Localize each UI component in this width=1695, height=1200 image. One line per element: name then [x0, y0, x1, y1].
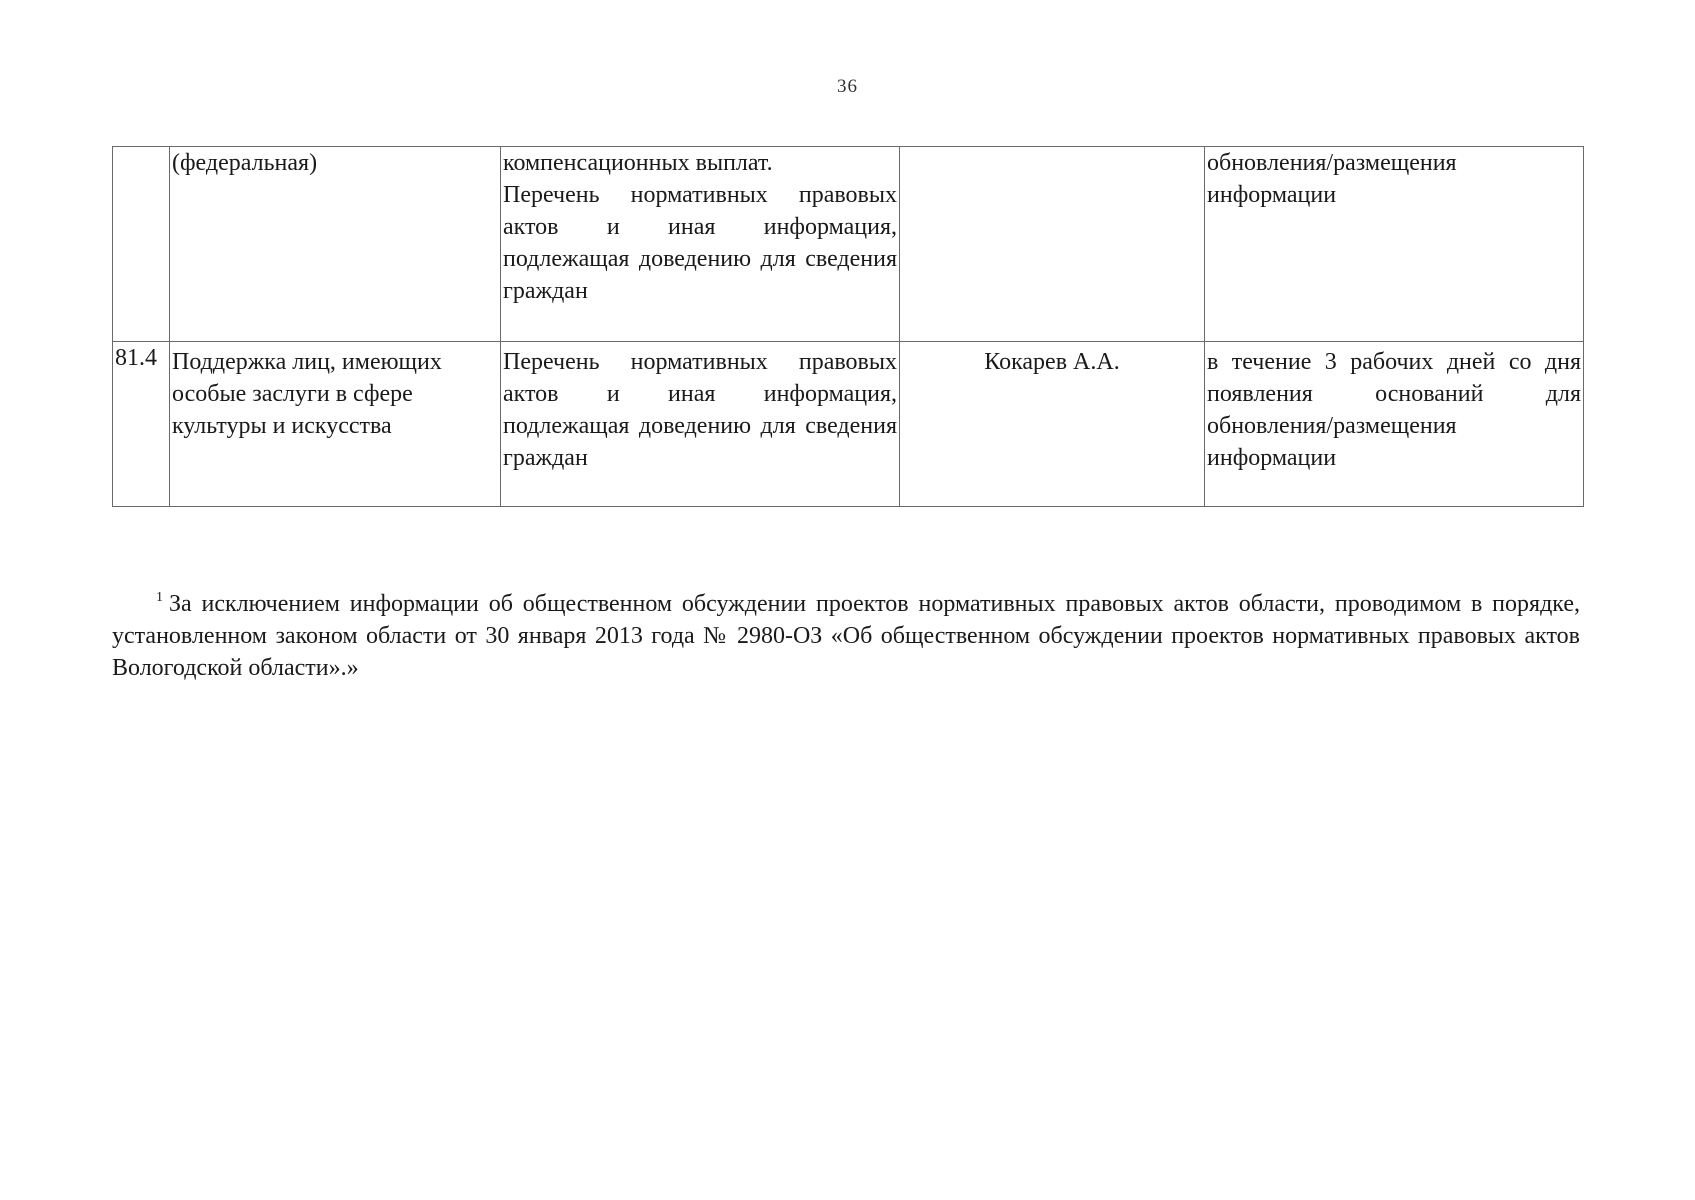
- cell-service-name: (федеральная): [170, 147, 501, 342]
- footnote-text: За исключением информации об общественном обсуждении проектов нормативных правовых актов области, проводимом в порядке, установленном законом области от 30 января 2013 года № 2980-ОЗ «Об общественном обсуждении проектов нормативных правовых актов Вологодской области».»: [112, 591, 1580, 681]
- cell-number: 81.4: [113, 342, 170, 507]
- cell-information: Перечень нормативных правовых актов и иная информация, подлежащая доведению для сведения граждан: [501, 342, 900, 507]
- cell-responsible: Кокарев А.А.: [900, 342, 1205, 507]
- cell-responsible: [900, 147, 1205, 342]
- cell-information: [501, 147, 900, 342]
- table-row: [113, 147, 1584, 342]
- page-number: 36: [837, 76, 858, 97]
- info-line-2: Перечень нормативных правовых актов и иная информация, подлежащая доведению для сведения граждан: [503, 182, 897, 304]
- table-row: [113, 342, 1584, 507]
- cell-term: обновления/размещения информации: [1205, 147, 1584, 342]
- footnote: [112, 582, 1580, 684]
- info-line-1: компенсационных выплат.: [503, 150, 773, 176]
- services-table: [112, 146, 1584, 507]
- cell-number: [113, 147, 170, 342]
- cell-term: в течение 3 рабочих дней со дня появления оснований для обновления/размещения информации: [1205, 342, 1584, 507]
- footnote-marker: 1: [156, 590, 163, 605]
- cell-service-name: Поддержка лиц, имеющих особые заслуги в сфере культуры и искусства: [170, 342, 501, 507]
